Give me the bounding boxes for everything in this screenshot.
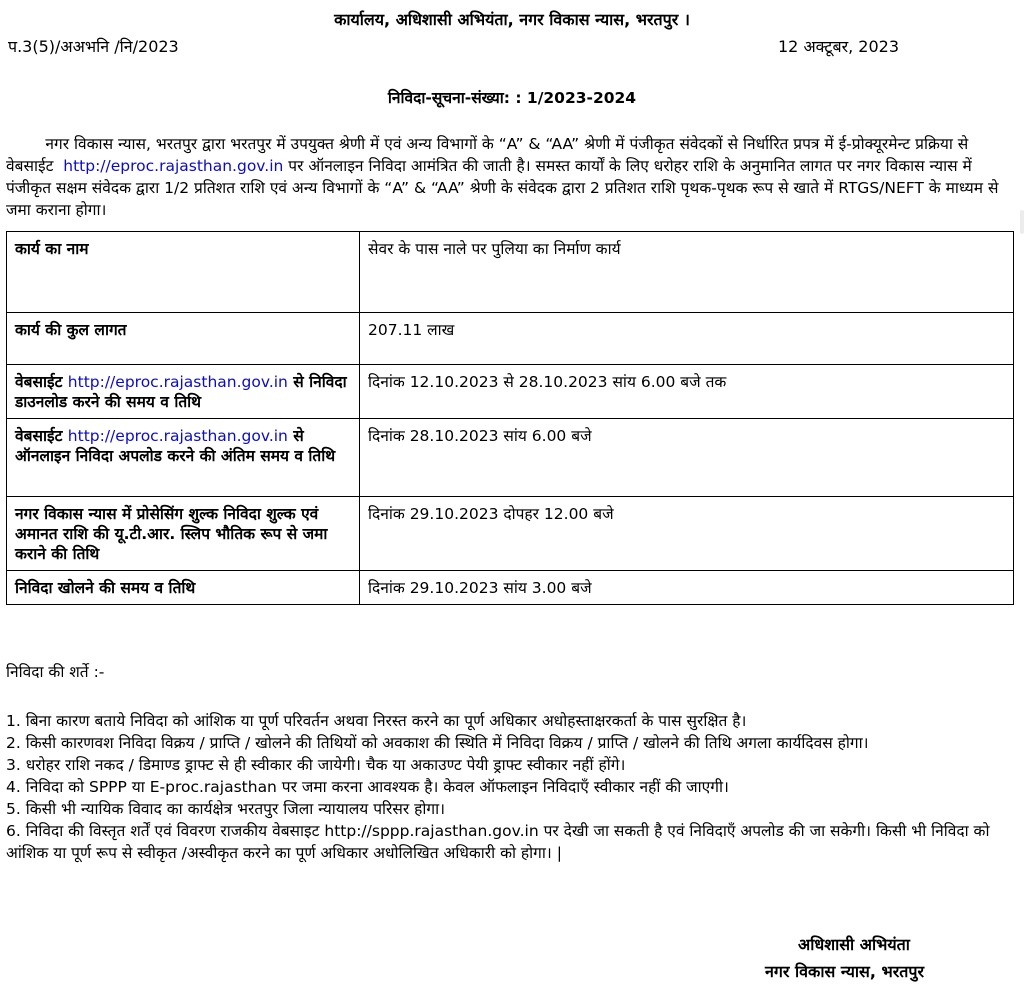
intro-text-part2: पर ऑनलाइन निविदा आमंत्रित की जाती है। समस्त कार्यों के लिए धरोहर राशि के अनुमानित लागत पर नगर विकास न्यास में पंजीकृत सक्षम संवेदक द्वारा 1/2 प्रतिशत राशि एवं अन्य विभागों के “A” & “AA” श्रेणी के संवेदक द्वारा 2 प्रतिशत राशि पृथक-पृथक रूप से खाते में RTGS/NEFT के माध्यम से जमा कराना होगा।	[6, 157, 999, 219]
total-cost-value: 207.11 लाख	[360, 313, 1014, 365]
list-item: 5. किसी भी न्यायिक विवाद का कार्यक्षेत्र भरतपुर जिला न्यायालय परिसर होगा।	[6, 800, 445, 818]
download-date-label	[7, 365, 360, 419]
list-item: 4. निविदा को SPPP या E-proc.rajasthan पर जमा करना आवश्यक है। केवल ऑफलाइन निविदाएँ स्वीकार नहीं की जाएगी।	[6, 778, 729, 796]
table-row	[7, 497, 1014, 571]
eproc-link[interactable]: http://eproc.rajasthan.gov.in	[63, 157, 284, 175]
eproc-link[interactable]: http://eproc.rajasthan.gov.in	[67, 427, 288, 445]
signature-designation: अधिशासी अभियंता	[798, 935, 910, 954]
terms-title: निविदा की शर्ते :-	[6, 663, 105, 681]
website-label: वेबसाईट	[15, 373, 63, 391]
opening-date-value: दिनांक 29.10.2023 सांय 3.00 बजे	[360, 571, 1014, 605]
signature-office: नगर विकास न्यास, भरतपुर	[765, 962, 925, 981]
upload-date-label-text: से ऑनलाइन निविदा अपलोड करने की अंतिम समय व तिथि	[15, 427, 336, 465]
scrollbar-thumb[interactable]	[1020, 210, 1024, 234]
table-row	[7, 571, 1014, 605]
work-name-label: कार्य का नाम	[7, 232, 360, 313]
list-item: 3. धरोहर राशि नकद / डिमाण्ड ड्राफ्ट से ही स्वीकार की जायेगी। चैक या अकाउण्ट पेयी ड्राफ्ट स्वीकार नहीं होंगे।	[6, 756, 626, 774]
upload-date-value: दिनांक 28.10.2023 सांय 6.00 बजे	[360, 419, 1014, 497]
office-header: कार्यालय, अधिशासी अभियंता, नगर विकास न्यास, भरतपुर ।	[334, 10, 690, 29]
table-row	[7, 313, 1014, 365]
website-label: वेबसाईट	[15, 427, 63, 445]
notice-title: निविदा-सूचना-संख्या: : 1/2023-2024	[387, 89, 637, 107]
fee-deposit-label: नगर विकास न्यास में प्रोसेसिंग शुल्क निविदा शुल्क एवं अमानत राशि की यू.टी.आर. स्लिप भौतिक रूप से जमा कराने की तिथि	[7, 497, 360, 571]
fee-deposit-value: दिनांक 29.10.2023 दोपहर 12.00 बजे	[360, 497, 1014, 571]
download-date-label-text: से निविदा डाउनलोड करने की समय व तिथि	[15, 373, 347, 411]
eproc-link[interactable]: http://eproc.rajasthan.gov.in	[67, 373, 288, 391]
upload-date-label	[7, 419, 360, 497]
total-cost-label: कार्य की कुल लागत	[7, 313, 360, 365]
terms-list	[6, 710, 1020, 864]
list-item: 2. किसी कारणवश निविदा विक्रय / प्राप्ति / खोलने की तिथियों को अवकाश की स्थिति में निविदा विक्रय / प्राप्ति / खोलने की तिथि अगला कार्यदिवस होगा।	[6, 734, 869, 752]
work-name-value: सेवर के पास नाले पर पुलिया का निर्माण कार्य	[360, 232, 1014, 313]
notice-date: 12 अक्टूबर, 2023	[778, 37, 900, 56]
intro-text-part1: नगर विकास न्यास, भरतपुर द्वारा भरतपुर में उपयुक्त श्रेणी में एवं अन्य विभागों के “A” & “AA” श्रेणी में पंजीकृत संवेदकों से निर्धारित प्रपत्र में ई-प्रोक्यूरमेन्ट प्रक्रिया से वेबसाईट	[6, 135, 969, 175]
table-row	[7, 365, 1014, 419]
intro-paragraph	[6, 133, 1018, 221]
download-date-value: दिनांक 12.10.2023 से 28.10.2023 सांय 6.00 बजे तक	[360, 365, 1014, 419]
tender-details-table	[6, 231, 1014, 605]
list-item: 1. बिना कारण बताये निविदा को आंशिक या पूर्ण परिवर्तन अथवा निरस्त करने का पूर्ण अधिकार अधोहस्ताक्षरकर्ता के पास सुरक्षित है।	[6, 712, 747, 730]
opening-date-label: निविदा खोलने की समय व तिथि	[7, 571, 360, 605]
table-row	[7, 232, 1014, 313]
list-item: 6. निविदा की विस्तृत शर्तें एवं विवरण राजकीय वेबसाइट http://sppp.rajasthan.gov.in पर देखी जा सकती है एवं निविदाएँ अपलोड की जा सकेगी। किसी भी निविदा को आंशिक या पूर्ण रूप से स्वीकृत /अस्वीकृत करने का पूर्ण अधिकार अधोलिखित अधिकारी को होगा। |	[6, 822, 990, 862]
reference-number: प.3(5)/अअभनि /नि/2023	[8, 37, 179, 56]
table-row	[7, 419, 1014, 497]
